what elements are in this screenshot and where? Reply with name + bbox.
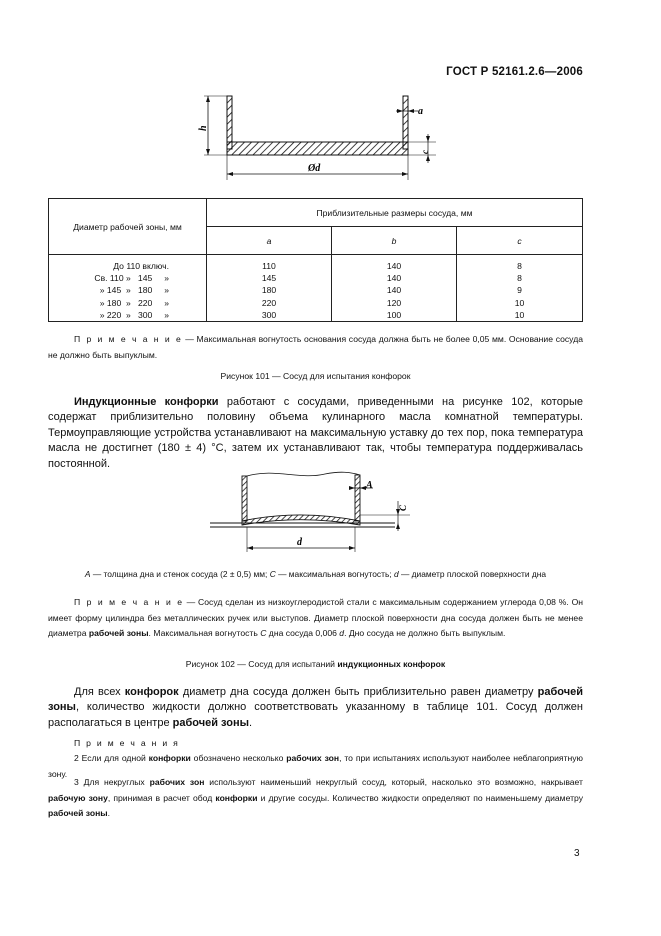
note-text: обозначено несколько	[190, 753, 287, 763]
term: рабочей зоны	[172, 716, 249, 729]
term: C	[260, 628, 267, 638]
note-text: . Максимальная вогнутость	[148, 628, 261, 638]
legend-text: — толщина дна и стенок сосуда (2 ± 0,5) мм;	[90, 569, 270, 579]
term: рабочей зоны	[88, 628, 149, 638]
figure-102-note	[48, 595, 583, 642]
label-C: C	[398, 504, 408, 511]
legend-text: — максимальная вогнутость;	[275, 569, 394, 579]
figure-102-drawing	[205, 466, 420, 554]
term: рабочую зону	[48, 792, 108, 803]
label-a: a	[418, 106, 423, 117]
note-label: П р и м е ч а н и е	[74, 334, 183, 344]
figure-102-caption	[48, 659, 583, 669]
table-col-b	[332, 255, 457, 322]
label-d: Ød	[308, 163, 321, 174]
paragraph-text: .	[249, 716, 253, 729]
label-h: h	[198, 125, 209, 131]
table-cell: 180	[261, 285, 277, 296]
note-text: и другие сосуды. Количество жидкости определяют по наименьшему диаметру	[257, 792, 583, 803]
table-col-range	[49, 255, 207, 322]
term: рабочей зоны	[48, 686, 583, 714]
sub-header-c: c	[457, 227, 583, 255]
table-cell: 8	[517, 273, 522, 284]
caption-term: индукционных конфорок	[337, 659, 446, 669]
table-cell: 145	[261, 273, 277, 284]
legend-term: A	[84, 569, 91, 579]
table-cell: » 180 » 220 »	[99, 297, 169, 308]
table-col-a	[207, 255, 332, 322]
term: рабочих зон	[149, 777, 205, 787]
figure-101-note	[48, 332, 583, 363]
group-header-sizes: Приблизительные размеры сосуда, мм	[207, 199, 583, 227]
label-c: c	[420, 150, 430, 154]
table-cell: 8	[517, 261, 522, 271]
legend-text: — диаметр плоской поверхности дна	[398, 569, 547, 579]
table-cell: 10	[514, 297, 525, 308]
note-text: дна сосуда 0,006	[266, 628, 340, 638]
col-header-diameter: Диаметр рабочей зоны, мм	[49, 199, 207, 255]
term-induction-hobs: Индукционные конфорки	[74, 396, 219, 408]
vessel-walls	[227, 96, 408, 155]
note-text: . Дно сосуда не должно быть выпуклым.	[344, 628, 506, 638]
figure-101-drawing	[190, 90, 450, 182]
table-cell: Св. 110 » 145 »	[94, 273, 169, 284]
paragraph-all-hobs	[48, 685, 583, 731]
paragraph-text: , количество жидкости должно соответствовать указанному в таблице 101. Сосуд должен располагаться в центре	[48, 701, 583, 729]
table-cell: 120	[386, 297, 402, 308]
table-cell: 140	[386, 285, 402, 296]
note-text: , принимая в расчет обод	[107, 792, 216, 803]
table-cell: 140	[386, 273, 402, 284]
legend-term: d	[393, 569, 399, 579]
table-cell: 9	[517, 285, 522, 296]
note-text: .	[107, 808, 111, 818]
table-cell: 140	[386, 261, 402, 271]
paragraph-text: Для всех	[74, 686, 125, 698]
table-cell: До 110 включ.	[113, 261, 169, 271]
table-cell: » 220 » 300 »	[99, 309, 169, 320]
sub-header-b: b	[332, 227, 457, 255]
table-cell: 300	[261, 309, 277, 320]
paragraph-induction	[48, 395, 583, 472]
sub-header-a: a	[207, 227, 332, 255]
note-text: — Сосуд сделан из низкоуглеродистой стали с максимальным содержанием углерода 0,08 %. Он имеет форму цилиндра без металлических ручек или выступов. Диаметр плоской поверхности дна сосуда должен быть не менее диаметра	[48, 597, 584, 638]
table-cell: » 145 » 180 »	[99, 285, 169, 296]
note-3	[48, 775, 583, 822]
table-cell: 220	[261, 297, 277, 308]
paragraph-text: диаметр дна сосуда должен быть приблизительно равен диаметру	[178, 686, 538, 698]
term: d	[339, 628, 345, 638]
table-cell: 100	[386, 309, 402, 320]
caption-text: Рисунок 102 — Сосуд для испытаний	[185, 659, 338, 669]
table-col-c	[457, 255, 583, 322]
note-text: — Максимальная вогнутость основания сосуда должна быть не более 0,05 мм. Основание сосуда не должно быть выпуклым.	[48, 334, 583, 360]
note-text: , то при испытаниях используют наиболее неблагоприятную зону.	[48, 753, 583, 779]
note-text: 2 Если для одной	[74, 753, 149, 763]
term: рабочей зоны	[48, 808, 108, 818]
note-text: 3 Для некруглых	[74, 777, 150, 787]
label-d102: d	[297, 537, 302, 548]
table-cell: 10	[514, 309, 525, 320]
figure-102-legend	[48, 569, 583, 579]
note-label: П р и м е ч а н и е	[74, 597, 184, 607]
term: конфорки	[215, 792, 258, 803]
note-text: используют наименьший некруглый сосуд, который, насколько это возможно, накрывает	[204, 777, 583, 787]
table-cell: 110	[262, 261, 276, 271]
term: рабочих зон	[286, 753, 340, 763]
dimensions-table	[48, 198, 583, 322]
notes-heading: П р и м е ч а н и я	[74, 738, 180, 748]
term: конфорок	[124, 686, 179, 698]
legend-term: C	[269, 569, 276, 579]
figure-101-caption: Рисунок 101 — Сосуд для испытания конфорок	[220, 371, 411, 381]
document-header: ГОСТ Р 52161.2.6—2006	[446, 66, 583, 78]
label-A: A	[366, 480, 373, 491]
paragraph-text: работают с сосудами, приведенными на рисунке 102, которые содержат приблизительно половину объема кулинарного масла комнатной температуры. Термоуправляющие устройства устанавливают на максимальную уставку до тех пор, пока температура масла не достигнет (180 ± 4) °С, затем их устанавливают так, чтобы температура поддерживалась постоянной.	[48, 396, 583, 470]
page-number: 3	[574, 848, 580, 859]
term: конфорки	[148, 753, 191, 763]
